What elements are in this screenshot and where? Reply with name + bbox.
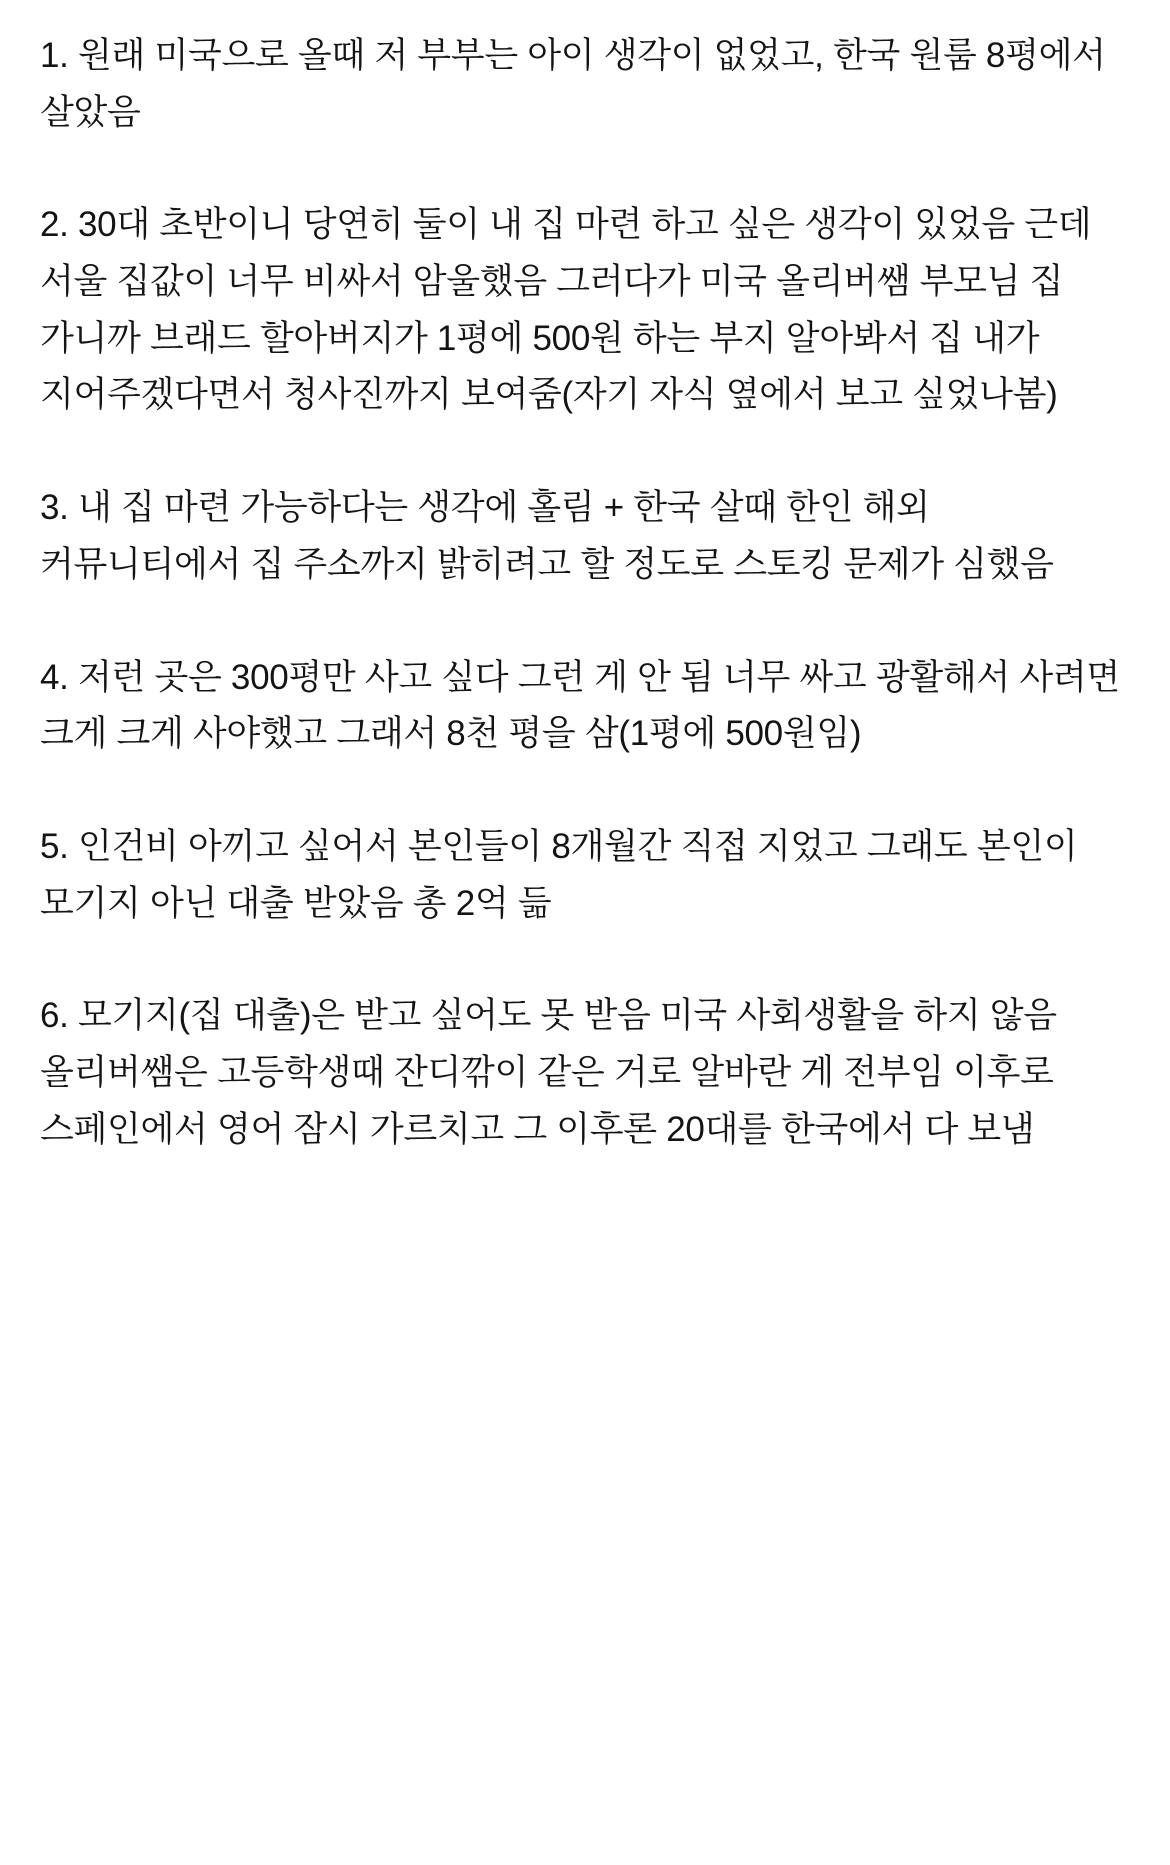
paragraph-5: 5. 인건비 아끼고 싶어서 본인들이 8개월간 직접 지었고 그래도 본인이 모기지 아닌 대출 받았음 총 2억 듦: [40, 826, 1078, 923]
paragraph-2: 2. 30대 초반이니 당연히 둘이 내 집 마련 하고 싶은 생각이 있었음 근데 서울 집값이 너무 비싸서 암울했음 그러다가 미국 올리버쌤 부모님 집 가니까 브래드 할아버지가 1평에 500원 하는 부지 알아봐서 집 내가 지어주겠다면서 청사진까지 보여줌(자기 자식 옆에서 보고 싶었나봄): [40, 205, 1092, 415]
paragraph-1: 1. 원래 미국으로 올때 저 부부는 아이 생각이 없었고, 한국 원룸 8평에서 살았음: [40, 36, 1106, 132]
paragraph-3: 3. 내 집 마련 가능하다는 생각에 홀림 + 한국 살때 한인 해외 커뮤니티에서 집 주소까지 밝히려고 할 정도로 스토킹 문제가 심했음: [40, 488, 1054, 584]
paragraph-6: 6. 모기지(집 대출)은 받고 싶어도 못 받음 미국 사회생활을 하지 않음 올리버쌤은 고등학생때 잔디깎이 같은 거로 알바란 게 전부임 이후로 스페인에서 영어 잠시 가르치고 그 이후론 20대를 한국에서 다 보냄: [40, 996, 1057, 1149]
paragraph-4: 4. 저런 곳은 300평만 사고 싶다 그런 게 안 됨 너무 싸고 광활해서 사려면 크게 크게 사야했고 그래서 8천 평을 삼(1평에 500원임): [40, 657, 1120, 754]
